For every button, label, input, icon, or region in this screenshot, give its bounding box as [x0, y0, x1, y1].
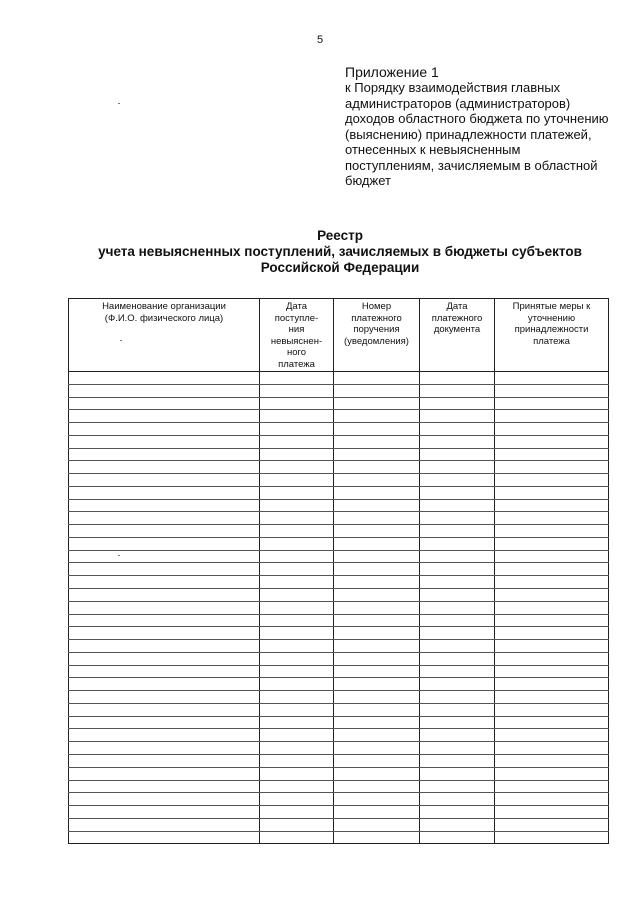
- table-cell: [334, 729, 420, 742]
- table-cell: [334, 499, 420, 512]
- table-row: [69, 793, 609, 806]
- table-cell: [420, 831, 495, 844]
- header-line: Дата: [446, 301, 468, 312]
- table-row: [69, 627, 609, 640]
- table-cell: [260, 372, 334, 385]
- table-cell: [334, 767, 420, 780]
- table-row: [69, 601, 609, 614]
- column-header-measures-taken: [495, 299, 609, 372]
- table-cell: [69, 550, 260, 563]
- table-row: [69, 665, 609, 678]
- table-cell: [260, 703, 334, 716]
- table-cell: [420, 525, 495, 538]
- table-cell: [69, 627, 260, 640]
- table-cell: [69, 780, 260, 793]
- table-cell: [334, 410, 420, 423]
- table-row: [69, 742, 609, 755]
- table-cell: [69, 818, 260, 831]
- table-row: [69, 448, 609, 461]
- table-cell: [334, 806, 420, 819]
- table-cell: [334, 372, 420, 385]
- table-cell: [260, 384, 334, 397]
- table-cell: [260, 691, 334, 704]
- table-cell: [334, 665, 420, 678]
- table-cell: [420, 703, 495, 716]
- table-cell: [260, 474, 334, 487]
- table-cell: [260, 754, 334, 767]
- table-row: [69, 563, 609, 576]
- table-cell: [495, 550, 609, 563]
- table-cell: [420, 410, 495, 423]
- table-cell: [495, 818, 609, 831]
- table-cell: [334, 627, 420, 640]
- table-cell: [260, 410, 334, 423]
- table-cell: [495, 691, 609, 704]
- table-cell: [69, 729, 260, 742]
- table-cell: [420, 742, 495, 755]
- header-line: (Ф.И.О. физического лица): [104, 312, 224, 324]
- table-cell: [420, 512, 495, 525]
- appendix-line: к Порядку взаимодействия главных: [345, 80, 561, 95]
- table-cell: [334, 384, 420, 397]
- table-cell: [495, 703, 609, 716]
- registry-table: [68, 298, 609, 844]
- table-cell: [69, 410, 260, 423]
- table-cell: [495, 448, 609, 461]
- table-cell: [260, 525, 334, 538]
- table-cell: [69, 754, 260, 767]
- table-cell: [495, 461, 609, 474]
- table-row: [69, 499, 609, 512]
- table-cell: [495, 589, 609, 602]
- table-cell: [420, 461, 495, 474]
- table-cell: [495, 729, 609, 742]
- column-header-receipt-date: [260, 299, 334, 372]
- table-cell: [69, 423, 260, 436]
- header-line: принадлежности: [514, 324, 589, 335]
- table-cell: [260, 806, 334, 819]
- table-header-row: [69, 299, 609, 372]
- table-row: [69, 435, 609, 448]
- table-cell: [495, 486, 609, 499]
- table-row: [69, 384, 609, 397]
- table-cell: [334, 614, 420, 627]
- table-cell: [69, 806, 260, 819]
- table-cell: [420, 793, 495, 806]
- table-cell: [334, 601, 420, 614]
- table-cell: [69, 767, 260, 780]
- table-cell: [334, 742, 420, 755]
- table-cell: [420, 754, 495, 767]
- table-cell: [495, 806, 609, 819]
- table-cell: [334, 448, 420, 461]
- appendix-line: администраторов (администраторов): [345, 95, 571, 111]
- table-cell: [420, 716, 495, 729]
- header-line: Номер: [361, 301, 392, 312]
- table-cell: [69, 474, 260, 487]
- table-cell: [334, 423, 420, 436]
- table-cell: [334, 589, 420, 602]
- table-cell: [69, 397, 260, 410]
- table-cell: [69, 576, 260, 589]
- table-cell: [69, 614, 260, 627]
- table-cell: [495, 754, 609, 767]
- table-cell: [260, 448, 334, 461]
- table-cell: [69, 652, 260, 665]
- table-cell: [420, 448, 495, 461]
- table-cell: [260, 742, 334, 755]
- column-header-document-date: [420, 299, 495, 372]
- header-line: документа: [433, 324, 481, 335]
- table-cell: [495, 384, 609, 397]
- table-row: [69, 550, 609, 563]
- table-cell: [334, 525, 420, 538]
- table-row: [69, 831, 609, 844]
- table-cell: [69, 589, 260, 602]
- table-cell: [260, 652, 334, 665]
- appendix-block: [345, 64, 615, 189]
- table-cell: [260, 423, 334, 436]
- header-line: Дата: [285, 301, 308, 312]
- column-header-payment-order-number: [334, 299, 420, 372]
- table-cell: [260, 563, 334, 576]
- table-cell: [334, 780, 420, 793]
- table-row: [69, 729, 609, 742]
- table-cell: [334, 486, 420, 499]
- table-cell: [69, 640, 260, 653]
- table-cell: [260, 550, 334, 563]
- table-cell: [260, 435, 334, 448]
- table-cell: [495, 537, 609, 550]
- header-line: платежа: [533, 335, 570, 347]
- table-cell: [334, 512, 420, 525]
- table-cell: [260, 461, 334, 474]
- table-cell: [260, 665, 334, 678]
- table-row: [69, 716, 609, 729]
- table-cell: [334, 474, 420, 487]
- header-line: платежа: [278, 358, 315, 370]
- table-cell: [260, 576, 334, 589]
- table-cell: [69, 665, 260, 678]
- table-cell: [420, 397, 495, 410]
- table-cell: [495, 742, 609, 755]
- table-row: [69, 486, 609, 499]
- table-cell: [420, 640, 495, 653]
- table-cell: [495, 423, 609, 436]
- table-cell: [334, 754, 420, 767]
- table-cell: [495, 372, 609, 385]
- table-cell: [420, 818, 495, 831]
- table-cell: [495, 665, 609, 678]
- registry-title-line: Российской Федерации: [260, 260, 420, 275]
- table-cell: [334, 563, 420, 576]
- header-line: (уведомления): [344, 335, 409, 347]
- table-row: [69, 537, 609, 550]
- table-row: [69, 780, 609, 793]
- table-row: [69, 767, 609, 780]
- table-row: [69, 525, 609, 538]
- table-cell: [260, 678, 334, 691]
- table-cell: [69, 703, 260, 716]
- table-cell: [334, 537, 420, 550]
- table-cell: [260, 793, 334, 806]
- table-body: [69, 372, 609, 844]
- table-cell: [260, 729, 334, 742]
- table-cell: [69, 384, 260, 397]
- table-row: [69, 397, 609, 410]
- table-cell: [260, 499, 334, 512]
- table-row: [69, 818, 609, 831]
- table-cell: [69, 372, 260, 385]
- table-cell: [334, 550, 420, 563]
- table-cell: [334, 678, 420, 691]
- table-cell: [420, 767, 495, 780]
- table-cell: [69, 563, 260, 576]
- table-cell: [334, 716, 420, 729]
- table-row: [69, 614, 609, 627]
- table-cell: [260, 537, 334, 550]
- table-cell: [260, 780, 334, 793]
- table-cell: [260, 716, 334, 729]
- table-cell: [420, 474, 495, 487]
- table-cell: [420, 691, 495, 704]
- table-cell: [69, 461, 260, 474]
- header-line: платежного: [351, 312, 402, 324]
- header-line: поступле-: [274, 312, 319, 324]
- table-cell: [260, 627, 334, 640]
- table-cell: [420, 499, 495, 512]
- table-cell: [260, 818, 334, 831]
- table-cell: [260, 397, 334, 410]
- column-header-organization: [69, 299, 260, 372]
- table-cell: [420, 384, 495, 397]
- table-cell: [69, 448, 260, 461]
- table-cell: [495, 435, 609, 448]
- table-cell: [495, 499, 609, 512]
- table-cell: [334, 691, 420, 704]
- table-cell: [420, 665, 495, 678]
- table-cell: [334, 461, 420, 474]
- table-cell: [495, 576, 609, 589]
- table-cell: [69, 525, 260, 538]
- table-row: [69, 640, 609, 653]
- table-row: [69, 806, 609, 819]
- table-cell: [495, 410, 609, 423]
- table-cell: [260, 512, 334, 525]
- table-cell: [69, 435, 260, 448]
- table-cell: [420, 729, 495, 742]
- appendix-line: поступлениям, зачисляемым в областной: [345, 157, 598, 173]
- table-cell: [495, 563, 609, 576]
- table-cell: [69, 793, 260, 806]
- table-cell: [495, 525, 609, 538]
- table-row: [69, 691, 609, 704]
- appendix-line: доходов областного бюджета по уточнению: [345, 111, 609, 126]
- table-row: [69, 576, 609, 589]
- table-row: [69, 423, 609, 436]
- table-cell: [260, 486, 334, 499]
- table-cell: [69, 691, 260, 704]
- table-cell: [420, 780, 495, 793]
- table-cell: [420, 589, 495, 602]
- scan-speck: [118, 103, 120, 104]
- header-line: ния: [288, 324, 305, 335]
- table-cell: [334, 576, 420, 589]
- table-cell: [495, 601, 609, 614]
- table-cell: [260, 767, 334, 780]
- table-cell: [495, 474, 609, 487]
- table-row: [69, 372, 609, 385]
- table-cell: [420, 550, 495, 563]
- table-cell: [260, 601, 334, 614]
- table-cell: [334, 652, 420, 665]
- header-line: уточнению: [527, 312, 576, 324]
- table-cell: [495, 831, 609, 844]
- appendix-line: отнесенных к невыясненным: [345, 142, 521, 157]
- table-cell: [334, 397, 420, 410]
- table-cell: [69, 486, 260, 499]
- registry-title: [60, 228, 620, 276]
- appendix-title: Приложение 1: [345, 64, 439, 80]
- table-cell: [69, 831, 260, 844]
- table-cell: [260, 831, 334, 844]
- table-cell: [495, 716, 609, 729]
- table-cell: [495, 767, 609, 780]
- table-cell: [69, 512, 260, 525]
- table-row: [69, 703, 609, 716]
- table-cell: [420, 423, 495, 436]
- table-cell: [420, 372, 495, 385]
- table-cell: [260, 640, 334, 653]
- table-cell: [495, 614, 609, 627]
- table-row: [69, 678, 609, 691]
- registry-title-line: учета невыясненных поступлений, зачисляемых в бюджеты субъектов: [98, 244, 582, 259]
- table-row: [69, 589, 609, 602]
- table-cell: [420, 563, 495, 576]
- table-cell: [495, 652, 609, 665]
- table-cell: [495, 397, 609, 410]
- table-cell: [69, 499, 260, 512]
- table-cell: [420, 576, 495, 589]
- table-cell: [69, 742, 260, 755]
- table-row: [69, 410, 609, 423]
- table-cell: [495, 640, 609, 653]
- table-cell: [334, 793, 420, 806]
- table-row: [69, 461, 609, 474]
- table-row: [69, 754, 609, 767]
- table-cell: [495, 793, 609, 806]
- page-number: 5: [316, 34, 324, 46]
- table-cell: [334, 831, 420, 844]
- table-cell: [495, 627, 609, 640]
- table-cell: [420, 652, 495, 665]
- table-cell: [495, 512, 609, 525]
- table-cell: [334, 818, 420, 831]
- appendix-line: бюджет: [345, 173, 391, 188]
- table-row: [69, 652, 609, 665]
- table-cell: [69, 716, 260, 729]
- table-cell: [495, 780, 609, 793]
- table-cell: [260, 614, 334, 627]
- table-row: [69, 474, 609, 487]
- header-line: платежного: [431, 312, 483, 324]
- header-line: Принятые меры к: [512, 301, 591, 312]
- table-cell: [495, 678, 609, 691]
- table-cell: [69, 601, 260, 614]
- table-cell: [420, 678, 495, 691]
- table-cell: [69, 678, 260, 691]
- header-line: Наименование организации: [102, 301, 226, 312]
- table-cell: [69, 537, 260, 550]
- table-cell: [420, 627, 495, 640]
- table-cell: [334, 435, 420, 448]
- header-line: невыяснен-: [270, 335, 323, 347]
- table-cell: [420, 601, 495, 614]
- table-cell: [260, 589, 334, 602]
- table-cell: [420, 614, 495, 627]
- header-line: ного: [286, 347, 307, 358]
- table-row: [69, 512, 609, 525]
- table-cell: [420, 435, 495, 448]
- header-line: поручения: [353, 324, 400, 335]
- table-cell: [420, 806, 495, 819]
- registry-title-line: Реестр: [317, 228, 363, 243]
- table-cell: [420, 537, 495, 550]
- table-cell: [420, 486, 495, 499]
- appendix-line: (выяснению) принадлежности платежей,: [345, 126, 592, 142]
- table-cell: [334, 703, 420, 716]
- table-cell: [334, 640, 420, 653]
